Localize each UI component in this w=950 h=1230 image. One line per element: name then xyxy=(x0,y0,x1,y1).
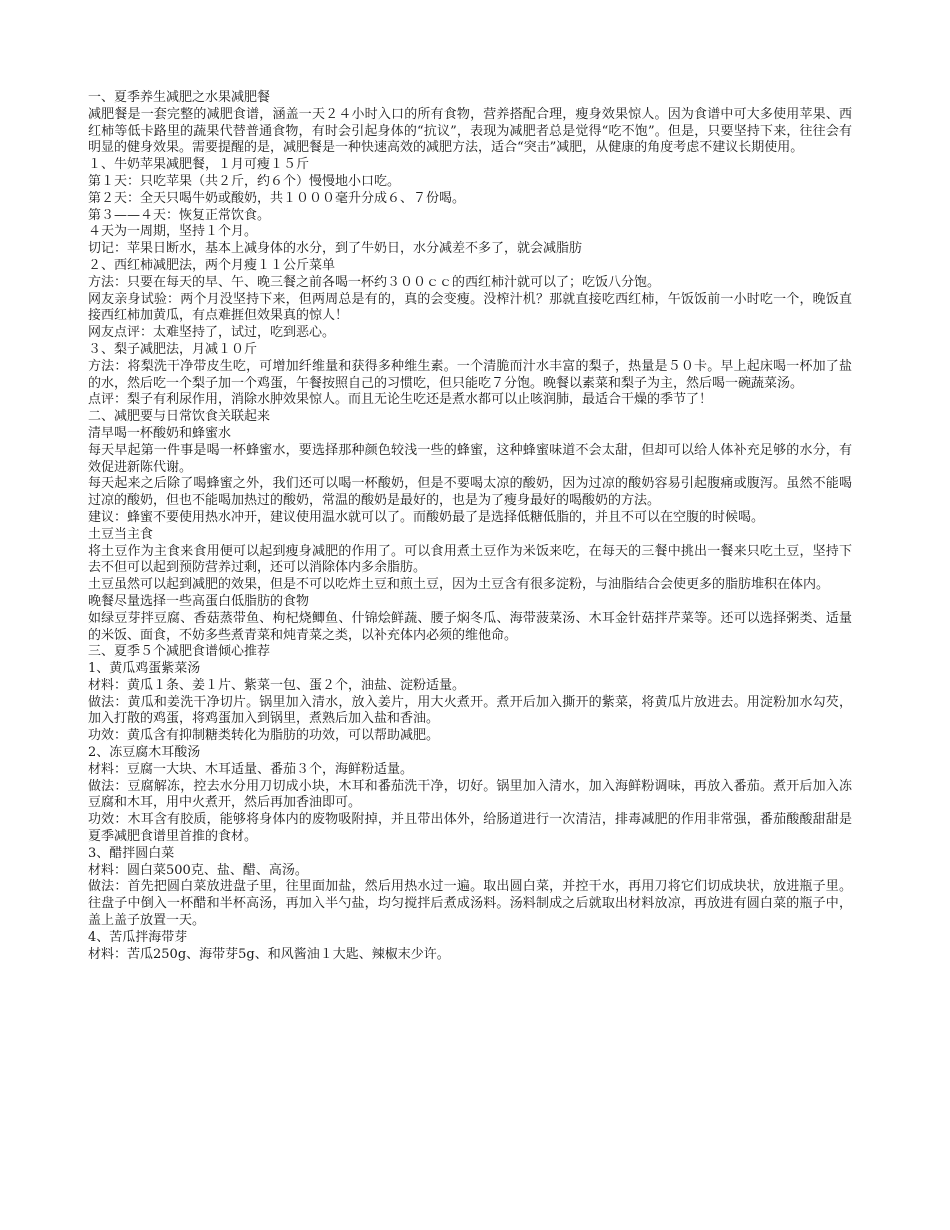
subheading: 清早喝一杯酸奶和蜂蜜水 xyxy=(88,425,232,441)
paragraph: 每天早起第一件事是喝一杯蜂蜜水，要选择那种颜色较浅一些的蜂蜜，这种蜂蜜味道不会太甜，但却可以给人体补充足够的水分，有效促进新陈代谢。 xyxy=(88,442,852,475)
paragraph: 第２天：全天只喝牛奶或酸奶，共１０００毫升分成６、７份喝。 xyxy=(88,190,466,206)
paragraph: 材料：豆腐一大块、木耳适量、番茄３个，海鲜粉适量。 xyxy=(88,761,414,777)
heading-section-3: 三、夏季５个减肥食谱倾心推荐 xyxy=(88,644,271,660)
paragraph: 如绿豆芽拌豆腐、香菇蒸带鱼、枸杞烧鲫鱼、什锦烩鲜蔬、腰子焖冬瓜、海带菠菜汤、木耳金针菇拌芹菜等。还可以选择粥类、适量的米饭、面食，不妨多些煮青菜和炖青菜之类，以补充体内必须的维他命。 xyxy=(88,610,852,643)
subheading: ３、梨子减肥法，月减１０斤 xyxy=(88,341,258,357)
paragraph: 方法：将梨洗干净带皮生吃，可增加纤维量和获得多种维生素。一个清脆而汁水丰富的梨子，热量是５０卡。早上起床喝一杯加了盐的水，然后吃一个梨子加一个鸡蛋，午餐按照自己的习惯吃，但只能吃７分饱。晚餐以素菜和梨子为主，然后喝一碗蔬菜汤。 xyxy=(88,358,852,391)
paragraph: 每天起来之后除了喝蜂蜜之外，我们还可以喝一杯酸奶，但是不要喝太凉的酸奶，因为过凉的酸奶容易引起腹痛或腹泻。虽然不能喝过凉的酸奶，但也不能喝加热过的酸奶，常温的酸奶是最好的，也是为了瘦身最好的喝酸奶的方法。 xyxy=(88,476,852,509)
paragraph: 网友点评：太难坚持了，试过，吃到恶心。 xyxy=(88,325,336,341)
paragraph: 方法：只要在每天的早、午、晚三餐之前各喝一杯约３００ｃｃ的西红柿汁就可以了；吃饭八分饱。 xyxy=(88,274,661,290)
recipe-title: 2、冻豆腐木耳酸汤 xyxy=(88,745,201,761)
paragraph: 第１天：只吃苹果（共２斤，约６个）慢慢地小口吃。 xyxy=(88,173,401,189)
heading-section-1: 一、夏季养生减肥之水果减肥餐 xyxy=(88,90,271,105)
paragraph: 材料：黄瓜１条、姜１片、紫菜一包、蛋２个，油盐、淀粉适量。 xyxy=(88,677,466,693)
paragraph: 功效：木耳含有胶质，能够将身体内的废物吸附掉，并且带出体外，给肠道进行一次清洁，排毒减肥的作用非常强，番茄酸酸甜甜是夏季减肥食谱里首推的食材。 xyxy=(88,812,852,845)
paragraph: 土豆虽然可以起到减肥的效果，但是不可以吃炸土豆和煎土豆，因为土豆含有很多淀粉，与油脂结合会使更多的脂肪堆积在体内。 xyxy=(88,577,830,593)
paragraph: 材料：圆白菜500克、盐、醋、高汤。 xyxy=(88,862,308,878)
paragraph: 点评：梨子有利尿作用，消除水肿效果惊人。而且无论生吃还是煮水都可以止咳润肺，最适合干燥的季节了！ xyxy=(88,392,713,408)
paragraph: 将土豆作为主食来食用便可以起到瘦身减肥的作用了。可以食用煮土豆作为米饭来吃，在每天的三餐中挑出一餐来只吃土豆，坚持下去不但可以起到预防营养过剩，还可以消除体内多余脂肪。 xyxy=(88,543,852,576)
paragraph: 网友亲身试验：两个月没坚持下来，但两周总是有的，真的会变瘦。没榨汁机？那就直接吃西红柿，午饭饭前一小时吃一个，晚饭直接西红柿加黄瓜，有点难捱但效果真的惊人！ xyxy=(88,291,852,324)
paragraph: 建议：蜂蜜不要使用热水冲开，建议使用温水就可以了。而酸奶最了是选择低糖低脂的，并且不可以在空腹的时候喝。 xyxy=(88,509,765,525)
subheading: 土豆当主食 xyxy=(88,526,154,542)
paragraph: 第３——４天：恢复正常饮食。 xyxy=(88,207,271,223)
paragraph: ４天为一周期，坚持１个月。 xyxy=(88,224,258,240)
paragraph: 功效：黄瓜含有抑制糖类转化为脂肪的功效，可以帮助减肥。 xyxy=(88,728,440,744)
recipe-title: 4、苦瓜拌海带芽 xyxy=(88,929,188,945)
recipe-title: 3、醋拌圆白菜 xyxy=(88,845,175,861)
paragraph: 做法：豆腐解冻，控去水分用刀切成小块，木耳和番茄洗干净，切好。锅里加入清水，加入海鲜粉调味，再放入番茄。煮开后加入冻豆腐和木耳，用中火煮开，然后再加香油即可。 xyxy=(88,778,852,811)
paragraph: 减肥餐是一套完整的减肥食谱，涵盖一天２４小时入口的所有食物，营养搭配合理，瘦身效果惊人。因为食谱中可大多使用苹果、西红柿等低卡路里的蔬果代替普通食物，有时会引起身体的“抗议”，表现为减肥者总是觉得“吃不饱”。但是，只要坚持下来，往往会有明显的健身效果。需要提醒的是，减肥餐是一种快速高效的减肥方法，适合“突击”减肥，从健康的角度考虑不建议长期使用。 xyxy=(88,106,852,156)
recipe-title: 1、黄瓜鸡蛋紫菜汤 xyxy=(88,661,201,677)
paragraph: 切记：苹果日断水，基本上减身体的水分，到了牛奶日，水分减差不多了，就会减脂肪 xyxy=(88,241,583,257)
subheading: １、牛奶苹果减肥餐，１月可瘦１５斤 xyxy=(88,157,310,173)
subheading: 晚餐尽量选择一些高蛋白低脂肪的食物 xyxy=(88,593,310,609)
paragraph: 材料：苦瓜250g、海带芽5g、和风酱油１大匙、辣椒末少许。 xyxy=(88,946,450,962)
heading-section-2: 二、减肥要与日常饮食关联起来 xyxy=(88,409,271,425)
subheading: ２、西红柿减肥法，两个月瘦１１公斤菜单 xyxy=(88,257,336,273)
paragraph: 做法：首先把圆白菜放进盘子里，往里面加盐，然后用热水过一遍。取出圆白菜，并控干水，再用刀将它们切成块状，放进瓶子里。往盘子中倒入一杯醋和半杯高汤，再加入半勺盐，均匀搅拌后煮成汤料。汤料制成之后就取出材料放凉，再放进有圆白菜的瓶子中，盖上盖子放置一天。 xyxy=(88,879,852,929)
paragraph: 做法：黄瓜和姜洗干净切片。锅里加入清水，放入姜片，用大火煮开。煮开后加入撕开的紫菜，将黄瓜片放进去。用淀粉加水勾芡，加入打散的鸡蛋，将鸡蛋加入到锅里，煮熟后加入盐和香油。 xyxy=(88,694,852,727)
document-body xyxy=(88,90,852,963)
